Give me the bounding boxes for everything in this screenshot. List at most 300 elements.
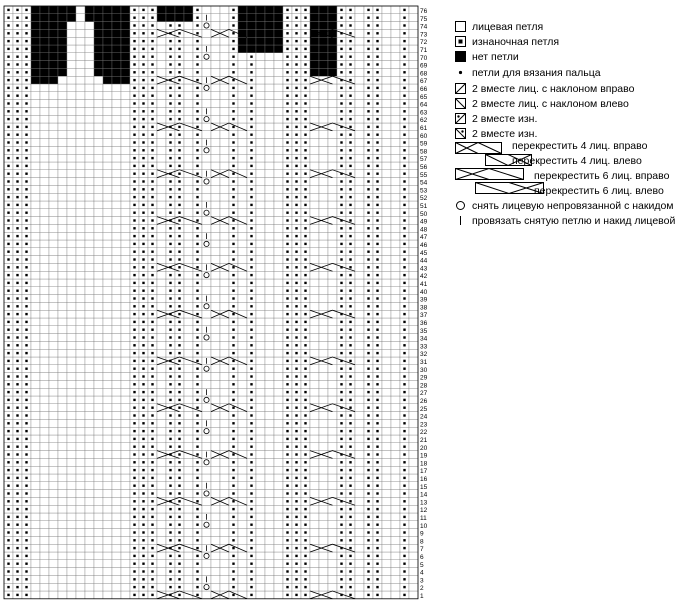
purl-mark <box>295 266 297 268</box>
chart-cell <box>85 217 94 225</box>
chart-cell <box>94 529 103 537</box>
purl-mark <box>25 79 27 81</box>
purl-mark <box>403 297 405 299</box>
purl-mark <box>295 290 297 292</box>
purl-mark <box>178 126 180 128</box>
chart-cell <box>31 84 40 92</box>
chart-cell <box>94 583 103 591</box>
chart-cell <box>67 560 76 568</box>
chart-cell <box>85 575 94 583</box>
chart-cell <box>103 536 112 544</box>
purl-mark <box>232 570 234 572</box>
chart-cell <box>31 388 40 396</box>
chart-cell <box>121 404 130 412</box>
chart-cell <box>103 365 112 373</box>
chart-cell <box>220 326 229 334</box>
chart-cell <box>31 61 40 69</box>
chart-cell <box>121 209 130 217</box>
chart-cell <box>256 435 265 443</box>
purl-mark <box>286 258 288 260</box>
chart-cell <box>112 279 121 287</box>
purl-mark <box>232 383 234 385</box>
chart-cell <box>382 61 391 69</box>
purl-mark <box>178 219 180 221</box>
chart-cell <box>238 115 247 123</box>
chart-cell <box>202 412 211 420</box>
purl-mark <box>169 157 171 159</box>
chart-cell <box>31 162 40 170</box>
purl-mark <box>232 524 234 526</box>
purl-mark <box>340 492 342 494</box>
chart-cell <box>238 318 247 326</box>
chart-cell <box>31 591 40 599</box>
chart-cell <box>265 552 274 560</box>
purl-mark <box>403 258 405 260</box>
chart-cell <box>274 388 283 396</box>
purl-mark <box>7 258 9 260</box>
chart-cell <box>220 279 229 287</box>
chart-cell <box>112 474 121 482</box>
chart-cell <box>211 287 220 295</box>
purl-mark <box>151 17 153 19</box>
chart-cell <box>76 349 85 357</box>
chart-cell <box>85 154 94 162</box>
chart-cell <box>40 365 49 373</box>
chart-cell <box>319 224 328 232</box>
chart-cell <box>328 185 337 193</box>
chart-cell <box>49 334 58 342</box>
purl-mark <box>349 274 351 276</box>
purl-mark <box>349 438 351 440</box>
chart-cell <box>58 123 67 131</box>
chart-cell <box>382 536 391 544</box>
purl-mark <box>169 71 171 73</box>
chart-cell <box>121 37 130 45</box>
purl-mark <box>349 40 351 42</box>
chart-cell <box>220 458 229 466</box>
chart-cell <box>94 302 103 310</box>
purl-mark <box>133 321 135 323</box>
purl-mark <box>196 282 198 284</box>
chart-cell <box>121 279 130 287</box>
chart-cell <box>382 76 391 84</box>
purl-mark <box>169 414 171 416</box>
chart-cell <box>112 107 121 115</box>
chart-cell <box>94 443 103 451</box>
purl-mark <box>16 227 18 229</box>
purl-mark <box>349 258 351 260</box>
purl-mark <box>304 243 306 245</box>
purl-mark <box>25 212 27 214</box>
purl-mark <box>286 149 288 151</box>
chart-cell <box>274 497 283 505</box>
purl-mark <box>16 383 18 385</box>
chart-cell <box>103 552 112 560</box>
purl-mark <box>349 266 351 268</box>
chart-cell <box>220 29 229 37</box>
purl-mark <box>250 375 252 377</box>
chart-cell <box>265 193 274 201</box>
chart-cell <box>382 334 391 342</box>
purl-mark <box>349 336 351 338</box>
chart-cell <box>76 380 85 388</box>
purl-mark <box>232 531 234 533</box>
chart-cell <box>49 287 58 295</box>
purl-mark <box>367 95 369 97</box>
chart-cell <box>310 232 319 240</box>
purl-mark <box>151 165 153 167</box>
chart-cell <box>85 482 94 490</box>
purl-mark <box>286 188 288 190</box>
purl-mark <box>403 87 405 89</box>
chart-cell <box>49 505 58 513</box>
purl-mark <box>133 251 135 253</box>
chart-cell <box>103 357 112 365</box>
purl-mark <box>250 430 252 432</box>
purl-mark <box>178 329 180 331</box>
chart-cell <box>265 591 274 599</box>
purl-mark <box>376 563 378 565</box>
purl-mark <box>7 157 9 159</box>
chart-cell <box>319 388 328 396</box>
purl-mark <box>169 87 171 89</box>
chart-cell <box>382 154 391 162</box>
chart-cell <box>49 474 58 482</box>
purl-mark <box>142 196 144 198</box>
purl-mark <box>178 157 180 159</box>
chart-cell <box>184 419 193 427</box>
purl-mark <box>169 336 171 338</box>
purl-mark <box>142 485 144 487</box>
chart-cell <box>157 412 166 420</box>
chart-cell <box>238 185 247 193</box>
purl-mark <box>178 321 180 323</box>
purl-mark <box>196 56 198 58</box>
chart-cell <box>265 513 274 521</box>
chart-cell <box>94 568 103 576</box>
purl-mark <box>196 539 198 541</box>
chart-cell <box>391 575 400 583</box>
chart-cell <box>274 92 283 100</box>
chart-cell <box>184 560 193 568</box>
chart-cell <box>184 427 193 435</box>
purl-mark <box>232 547 234 549</box>
chart-cell <box>202 349 211 357</box>
chart-cell <box>85 100 94 108</box>
purl-mark <box>151 149 153 151</box>
purl-mark <box>403 430 405 432</box>
purl-mark <box>142 516 144 518</box>
purl-mark <box>376 313 378 315</box>
purl-mark <box>196 399 198 401</box>
chart-cell <box>67 131 76 139</box>
purl-mark <box>196 32 198 34</box>
chart-cell <box>85 84 94 92</box>
chart-cell <box>94 334 103 342</box>
slip-mark <box>204 148 209 153</box>
purl-mark <box>169 290 171 292</box>
chart-cell <box>319 162 328 170</box>
chart-cell <box>85 131 94 139</box>
chart-cell <box>391 482 400 490</box>
chart-cell <box>103 84 112 92</box>
chart-cell <box>211 248 220 256</box>
chart-cell <box>112 178 121 186</box>
chart-cell <box>238 341 247 349</box>
chart-cell <box>274 443 283 451</box>
chart-cell <box>274 162 283 170</box>
chart-cell <box>157 560 166 568</box>
chart-cell <box>409 583 418 591</box>
purl-mark <box>349 297 351 299</box>
purl-mark <box>367 212 369 214</box>
chart-cell <box>238 45 247 53</box>
chart-cell <box>76 287 85 295</box>
purl-mark <box>196 313 198 315</box>
purl-mark <box>376 438 378 440</box>
chart-cell <box>220 248 229 256</box>
purl-mark <box>142 391 144 393</box>
purl-mark <box>340 329 342 331</box>
chart-cell <box>31 334 40 342</box>
chart-cell <box>328 178 337 186</box>
purl-mark <box>304 563 306 565</box>
chart-cell <box>112 100 121 108</box>
purl-mark <box>340 87 342 89</box>
chart-cell <box>310 373 319 381</box>
purl-mark <box>7 110 9 112</box>
purl-mark <box>349 110 351 112</box>
purl-mark <box>7 399 9 401</box>
purl-mark <box>286 500 288 502</box>
chart-cell <box>319 529 328 537</box>
purl-mark <box>286 399 288 401</box>
purl-mark <box>376 399 378 401</box>
chart-cell <box>157 61 166 69</box>
chart-cell <box>112 310 121 318</box>
purl-mark <box>304 24 306 26</box>
purl-mark <box>367 219 369 221</box>
chart-cell <box>76 544 85 552</box>
chart-cell <box>220 232 229 240</box>
chart-cell <box>310 443 319 451</box>
purl-mark <box>16 524 18 526</box>
purl-mark <box>403 251 405 253</box>
chart-cell <box>184 396 193 404</box>
purl-mark <box>304 329 306 331</box>
chart-cell <box>202 404 211 412</box>
chart-cell <box>382 256 391 264</box>
chart-cell <box>49 224 58 232</box>
purl-mark <box>16 212 18 214</box>
chart-cell <box>328 37 337 45</box>
chart-cell <box>58 193 67 201</box>
chart-cell <box>157 380 166 388</box>
purl-mark <box>250 360 252 362</box>
chart-cell <box>49 302 58 310</box>
purl-mark <box>142 531 144 533</box>
purl-mark <box>286 313 288 315</box>
chart-cell <box>220 123 229 131</box>
chart-cell <box>112 458 121 466</box>
chart-cell <box>274 76 283 84</box>
purl-mark <box>142 79 144 81</box>
chart-cell <box>382 435 391 443</box>
purl-mark <box>367 516 369 518</box>
chart-cell <box>409 123 418 131</box>
purl-mark <box>349 141 351 143</box>
chart-cell <box>274 201 283 209</box>
purl-mark <box>295 79 297 81</box>
chart-cell <box>103 404 112 412</box>
purl-mark <box>304 126 306 128</box>
chart-cell <box>409 427 418 435</box>
chart-cell <box>40 256 49 264</box>
chart-cell <box>409 224 418 232</box>
purl-mark <box>25 336 27 338</box>
purl-mark <box>250 438 252 440</box>
chart-cell <box>391 326 400 334</box>
chart-cell <box>31 505 40 513</box>
purl-mark <box>250 212 252 214</box>
purl-mark <box>142 180 144 182</box>
purl-mark <box>403 516 405 518</box>
chart-cell <box>220 61 229 69</box>
chart-cell <box>319 139 328 147</box>
purl-mark <box>7 227 9 229</box>
chart-cell <box>274 529 283 537</box>
purl-mark <box>232 352 234 354</box>
chart-cell <box>67 61 76 69</box>
purl-mark <box>133 118 135 120</box>
chart-cell <box>184 529 193 537</box>
purl-mark <box>133 477 135 479</box>
chart-cell <box>40 287 49 295</box>
chart-cell <box>382 22 391 30</box>
chart-cell <box>355 497 364 505</box>
chart-cell <box>184 388 193 396</box>
purl-mark <box>403 352 405 354</box>
chart-cell <box>76 170 85 178</box>
chart-cell <box>310 84 319 92</box>
chart-cell <box>58 349 67 357</box>
purl-mark <box>403 344 405 346</box>
chart-cell <box>49 131 58 139</box>
purl-mark <box>304 149 306 151</box>
chart-cell <box>67 123 76 131</box>
purl-mark <box>349 360 351 362</box>
chart-cell <box>265 209 274 217</box>
chart-cell <box>58 29 67 37</box>
purl-mark <box>232 141 234 143</box>
chart-cell <box>76 178 85 186</box>
chart-cell <box>355 396 364 404</box>
chart-cell <box>310 380 319 388</box>
chart-cell <box>49 123 58 131</box>
purl-mark <box>142 157 144 159</box>
chart-cell <box>391 131 400 139</box>
purl-mark <box>7 87 9 89</box>
purl-mark <box>151 79 153 81</box>
chart-cell <box>103 271 112 279</box>
chart-cell <box>238 14 247 22</box>
purl-mark <box>133 492 135 494</box>
purl-mark <box>376 24 378 26</box>
chart-cell <box>94 22 103 30</box>
purl-mark <box>133 141 135 143</box>
chart-cell <box>112 427 121 435</box>
chart-cell <box>94 341 103 349</box>
purl-mark <box>295 40 297 42</box>
chart-cell <box>220 560 229 568</box>
purl-mark <box>286 157 288 159</box>
chart-cell <box>31 271 40 279</box>
chart-cell <box>328 302 337 310</box>
chart-cell <box>85 139 94 147</box>
chart-cell <box>355 123 364 131</box>
chart-cell <box>31 466 40 474</box>
chart-cell <box>319 271 328 279</box>
chart-cell <box>220 419 229 427</box>
chart-cell <box>49 497 58 505</box>
chart-cell <box>409 334 418 342</box>
purl-mark <box>133 446 135 448</box>
chart-cell <box>382 240 391 248</box>
chart-cell <box>238 388 247 396</box>
purl-mark <box>142 586 144 588</box>
purl-mark <box>25 258 27 260</box>
purl-mark <box>151 586 153 588</box>
purl-mark <box>178 87 180 89</box>
chart-cell <box>211 271 220 279</box>
chart-cell <box>40 521 49 529</box>
purl-mark <box>232 87 234 89</box>
chart-cell <box>382 513 391 521</box>
purl-mark <box>304 188 306 190</box>
chart-cell <box>256 263 265 271</box>
purl-mark <box>349 399 351 401</box>
chart-cell <box>409 380 418 388</box>
purl-mark <box>295 461 297 463</box>
chart-cell <box>40 560 49 568</box>
purl-mark <box>286 524 288 526</box>
chart-cell <box>409 326 418 334</box>
purl-mark <box>7 414 9 416</box>
chart-cell <box>274 53 283 61</box>
chart-cell <box>49 396 58 404</box>
purl-mark <box>169 368 171 370</box>
purl-mark <box>196 407 198 409</box>
purl-mark <box>169 446 171 448</box>
chart-cell <box>355 256 364 264</box>
purl-mark <box>286 375 288 377</box>
purl-mark <box>367 547 369 549</box>
chart-cell <box>256 427 265 435</box>
chart-cell <box>121 53 130 61</box>
chart-cell <box>256 201 265 209</box>
purl-mark <box>376 578 378 580</box>
chart-cell <box>328 560 337 568</box>
chart-cell <box>31 396 40 404</box>
purl-mark <box>286 555 288 557</box>
chart-cell <box>40 45 49 53</box>
chart-cell <box>103 146 112 154</box>
chart-cell <box>220 84 229 92</box>
purl-mark <box>151 500 153 502</box>
chart-cell <box>238 68 247 76</box>
chart-cell <box>76 162 85 170</box>
chart-cell <box>76 61 85 69</box>
